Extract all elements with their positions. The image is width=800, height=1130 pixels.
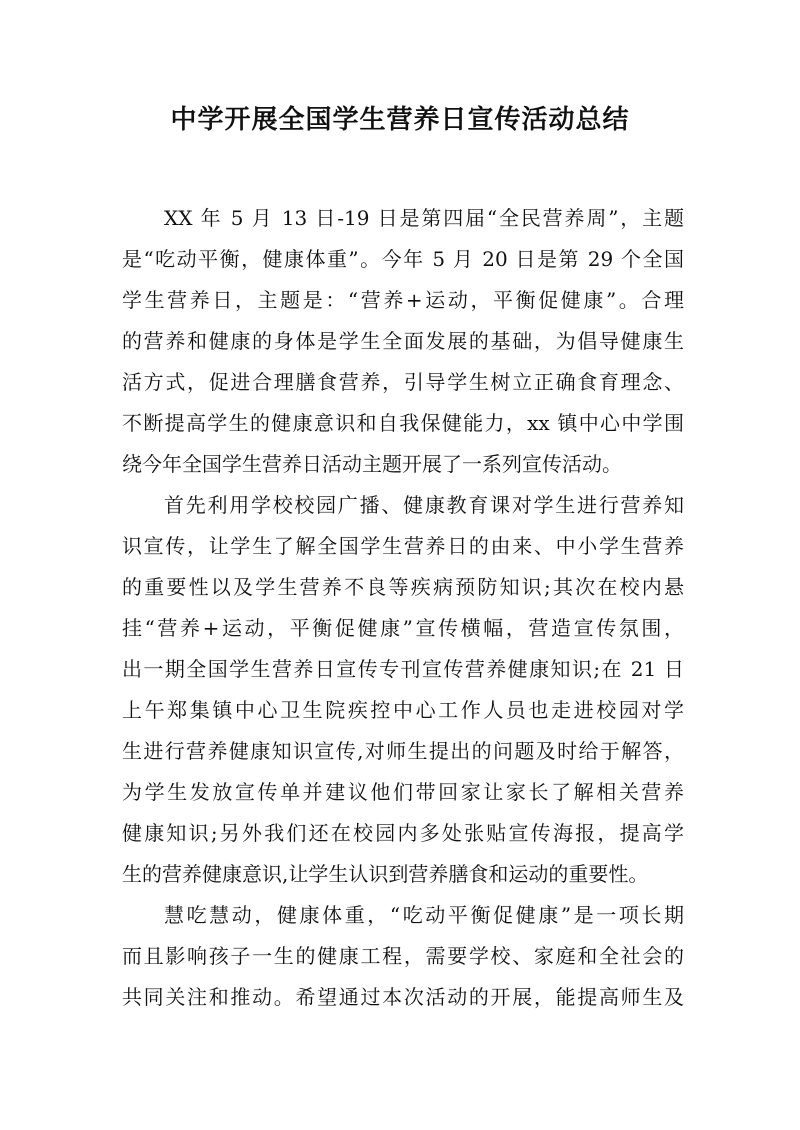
text-line: XX 年 5 月 13 日-19 日是第四届“全民营养周”，主题 xyxy=(164,206,684,230)
text-line: 健康知识;另外我们还在校园内多处张贴宣传海报，提高学 xyxy=(122,821,684,845)
text-line: 挂“营养+运动，平衡促健康”宣传横幅，营造宣传氛围， xyxy=(122,616,684,640)
paragraph-3 xyxy=(122,895,684,1018)
text-line: 是“吃动平衡，健康体重”。今年 5 月 20 日是第 29 个全国 xyxy=(122,247,684,271)
document-title: 中学开展全国学生营养日宣传活动总结 xyxy=(170,105,630,135)
text-line: 的营养和健康的身体是学生全面发展的基础，为倡导健康生 xyxy=(122,329,684,353)
paragraph-1 xyxy=(122,198,684,485)
text-line: 慧吃慧动，健康体重，“吃动平衡促健康”是一项长期 xyxy=(164,903,684,927)
text-line: 活方式，促进合理膳食营养，引导学生树立正确食育理念、 xyxy=(122,370,684,394)
document-body xyxy=(122,198,684,1018)
paragraph-2 xyxy=(122,485,684,895)
text-line: 识宣传，让学生了解全国学生营养日的由来、中小学生营养 xyxy=(122,534,684,558)
text-line: 出一期全国学生营养日宣传专刊宣传营养健康知识;在 21 日 xyxy=(122,657,684,681)
text-line: 的重要性以及学生营养不良等疾病预防知识;其次在校内悬 xyxy=(122,575,684,599)
text-line: 上午郑集镇中心卫生院疾控中心工作人员也走进校园对学 xyxy=(122,698,684,722)
text-line: 学生营养日，主题是：“营养+运动，平衡促健康”。合理 xyxy=(122,288,684,312)
text-line: 为学生发放宣传单并建议他们带回家让家长了解相关营养 xyxy=(122,780,684,804)
text-line: 生的营养健康意识,让学生认识到营养膳食和运动的重要性。 xyxy=(122,862,649,886)
text-line: 而且影响孩子一生的健康工程，需要学校、家庭和全社会的 xyxy=(122,944,684,968)
text-line: 共同关注和推动。希望通过本次活动的开展，能提高师生及 xyxy=(122,985,684,1009)
text-line: 生进行营养健康知识宣传,对师生提出的问题及时给于解答， xyxy=(122,739,684,763)
text-line: 绕今年全国学生营养日活动主题开展了一系列宣传活动。 xyxy=(122,452,622,476)
text-line: 首先利用学校校园广播、健康教育课对学生进行营养知 xyxy=(164,493,684,517)
text-line: 不断提高学生的健康意识和自我保健能力，xx 镇中心中学围 xyxy=(122,411,684,435)
